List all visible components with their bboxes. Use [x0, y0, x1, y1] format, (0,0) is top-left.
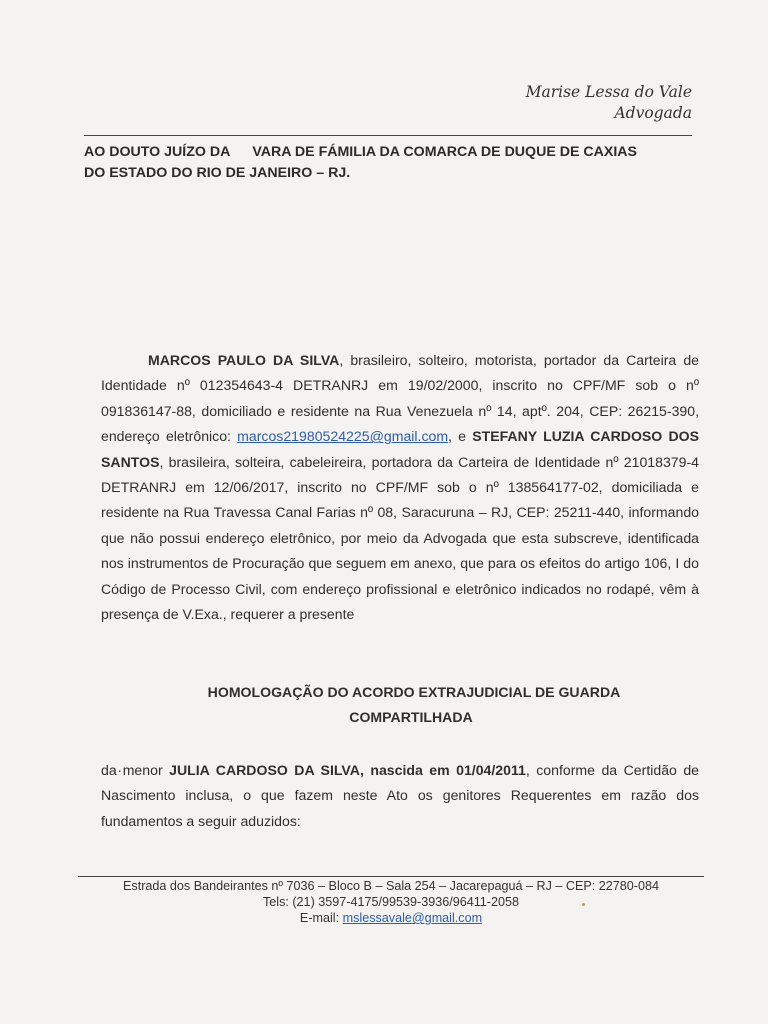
petition-title-line1: HOMOLOGAÇÃO DO ACORDO EXTRAJUDICIAL DE GUARDA: [207, 684, 621, 700]
party-name-1: MARCOS PAULO DA SILVA: [148, 352, 340, 368]
conjunction: , e: [448, 428, 473, 445]
footer-divider: [78, 876, 704, 877]
addressee-line1-part2: VARA DE FÁMILIA DA COMARCA DE DUQUE DE CAXIAS: [252, 144, 637, 160]
party-details-1: , brasileiro, solteiro, motorista, portador da Carteira de Identidade nº 012354643-4 DETRANRJ em 19/02/2000, inscrito no CPF/MF sob o nº 091836147-88, domiciliado e residente na Rua Venezuela nº 14, aptº. 204, CEP: 26215-390, endereço eletrônico:: [101, 352, 699, 445]
parties-paragraph: [101, 348, 699, 627]
party-name-2: STEFANY LUZIA CARDOSO DOS SANTOS: [101, 428, 699, 470]
letterhead: [526, 82, 692, 124]
petition-title-line2: COMPARTILHADA: [349, 709, 473, 725]
scan-speck: [582, 903, 585, 906]
minor-name: JULIA CARDOSO DA SILVA: [169, 762, 360, 778]
minor-prefix2: menor: [122, 762, 170, 778]
addressee-line2: DO ESTADO DO RIO DE JANEIRO – RJ.: [84, 165, 351, 181]
minor-prefix: da: [101, 762, 117, 778]
footer-address: Estrada dos Bandeirantes nº 7036 – Bloco B – Sala 254 – Jacarepaguá – RJ – CEP: 22780-084: [123, 879, 659, 893]
footer-phones: Tels: (21) 3597-4175/99539-3936/96411-2058: [262, 895, 520, 909]
minor-paragraph: [101, 758, 699, 834]
addressee-heading: [84, 142, 696, 184]
stray-dot: ·: [117, 762, 123, 778]
addressee-line1-part1: AO DOUTO JUÍZO DA: [84, 144, 231, 160]
footer-email-line: [78, 910, 704, 926]
minor-details: , conforme da Certidão de Nascimento inclusa, o que fazem neste Ato os genitores Requerentes em razão dos fundamentos a seguir aduzidos:: [101, 762, 700, 829]
header-divider: [84, 135, 692, 136]
footer-email-link[interactable]: mslessavale@gmail.com: [342, 911, 483, 925]
party-email-link[interactable]: marcos21980524225@gmail.com: [237, 428, 449, 445]
petition-title: [101, 680, 699, 730]
lawyer-name: Marise Lessa do Vale: [525, 83, 692, 101]
footer-email-label: E-mail:: [299, 911, 343, 925]
lawyer-role: Advogada: [614, 104, 692, 122]
party-details-2: , brasileira, solteira, cabeleireira, portadora da Carteira de Identidade nº 21018379-4 DETRANRJ em 12/06/2017, inscrito no CPF/MF sob o nº 138564177-02, domiciliada e residente na Rua Travessa Canal Farias nº 08, Saracuruna – RJ, CEP: 25211-440, informando que não possui endereço eletrônico, por meio da Advogada que esta subscreve, identificada nos instrumentos de Procuração que seguem em anexo, que para os efeitos do artigo 106, I do Código de Processo Civil, com endereço profissional e eletrônico indicados no rodapé, vêm à presença de V.Exa., requerer a presente: [101, 453, 699, 623]
footer: [78, 878, 704, 926]
minor-birth: , nascida em 01/04/2011: [359, 762, 526, 778]
